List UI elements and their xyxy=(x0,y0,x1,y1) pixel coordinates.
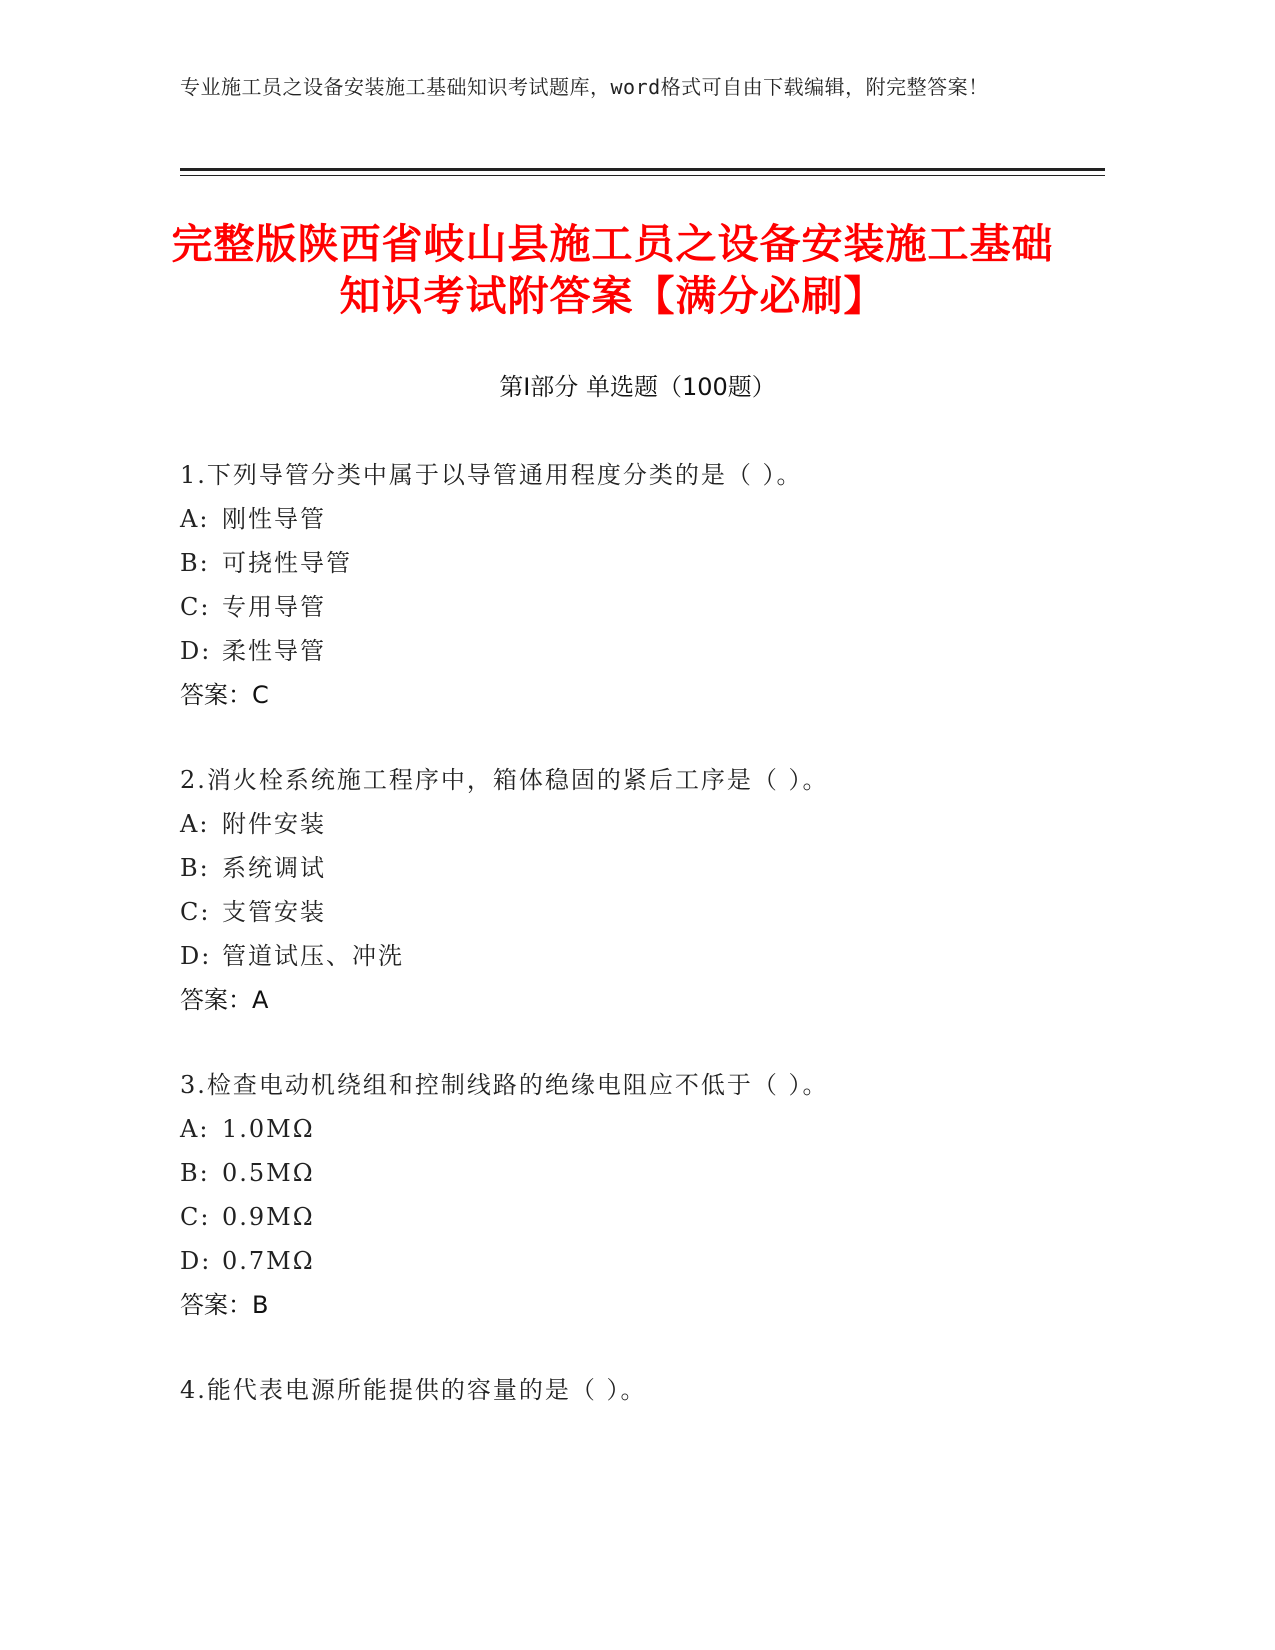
option-c xyxy=(180,1195,1100,1239)
option-text: 附件安装 xyxy=(222,810,326,838)
option-key: A: xyxy=(180,810,210,838)
option-c xyxy=(180,585,1100,629)
option-key: B: xyxy=(180,1159,210,1187)
option-key: D: xyxy=(180,1247,212,1275)
option-key: B: xyxy=(180,854,210,882)
option-a xyxy=(180,1107,1100,1151)
option-text: 1.0MΩ xyxy=(222,1115,315,1143)
header-divider-thin xyxy=(180,175,1105,176)
option-d xyxy=(180,934,1100,978)
question-4 xyxy=(180,1368,1100,1412)
option-c xyxy=(180,890,1100,934)
question-stem: 3.检查电动机绕组和控制线路的绝缘电阻应不低于（ ）。 xyxy=(180,1071,829,1099)
option-b xyxy=(180,846,1100,890)
answer-label: 答案： xyxy=(180,681,252,709)
answer-value: B xyxy=(252,1291,269,1319)
option-text: 刚性导管 xyxy=(222,505,326,533)
option-key: C: xyxy=(180,1203,211,1231)
option-key: A: xyxy=(180,505,210,533)
section-heading: 第Ⅰ部分 单选题（100题） xyxy=(499,373,776,401)
option-b xyxy=(180,1151,1100,1195)
question-stem: 2.消火栓系统施工程序中，箱体稳固的紧后工序是（ ）。 xyxy=(180,766,829,794)
question-1 xyxy=(180,453,1100,717)
header-divider-thick xyxy=(180,168,1105,171)
option-text: 0.7MΩ xyxy=(222,1247,315,1275)
answer-line xyxy=(180,978,1100,1022)
option-text: 管道试压、冲洗 xyxy=(222,942,404,970)
answer-value: C xyxy=(252,681,269,709)
option-d xyxy=(180,1239,1100,1283)
answer-line xyxy=(180,1283,1100,1327)
option-text: 0.9MΩ xyxy=(222,1203,315,1231)
answer-line xyxy=(180,673,1100,717)
question-3 xyxy=(180,1063,1100,1327)
document-title: 完整版陕西省岐山县施工员之设备安装施工基础知识考试附答案【满分必刷】 xyxy=(171,220,1054,320)
option-key: C: xyxy=(180,898,211,926)
option-key: D: xyxy=(180,942,212,970)
option-a xyxy=(180,802,1100,846)
option-key: B: xyxy=(180,549,210,577)
option-b xyxy=(180,541,1100,585)
option-key: D: xyxy=(180,637,212,665)
answer-label: 答案： xyxy=(180,1291,252,1319)
question-stem: 4.能代表电源所能提供的容量的是（ ）。 xyxy=(180,1376,647,1404)
answer-value: A xyxy=(252,986,269,1014)
option-text: 专用导管 xyxy=(222,593,326,621)
option-text: 支管安装 xyxy=(222,898,326,926)
header-note: 专业施工员之设备安装施工基础知识考试题库，word格式可自由下载编辑，附完整答案！ xyxy=(180,75,989,99)
question-2 xyxy=(180,758,1100,1022)
option-text: 0.5MΩ xyxy=(222,1159,315,1187)
answer-label: 答案： xyxy=(180,986,252,1014)
option-a xyxy=(180,497,1100,541)
question-stem: 1.下列导管分类中属于以导管通用程度分类的是（ ）。 xyxy=(180,461,803,489)
option-text: 可挠性导管 xyxy=(222,549,352,577)
option-key: A: xyxy=(180,1115,210,1143)
option-text: 柔性导管 xyxy=(222,637,326,665)
option-d xyxy=(180,629,1100,673)
option-text: 系统调试 xyxy=(222,854,326,882)
option-key: C: xyxy=(180,593,211,621)
